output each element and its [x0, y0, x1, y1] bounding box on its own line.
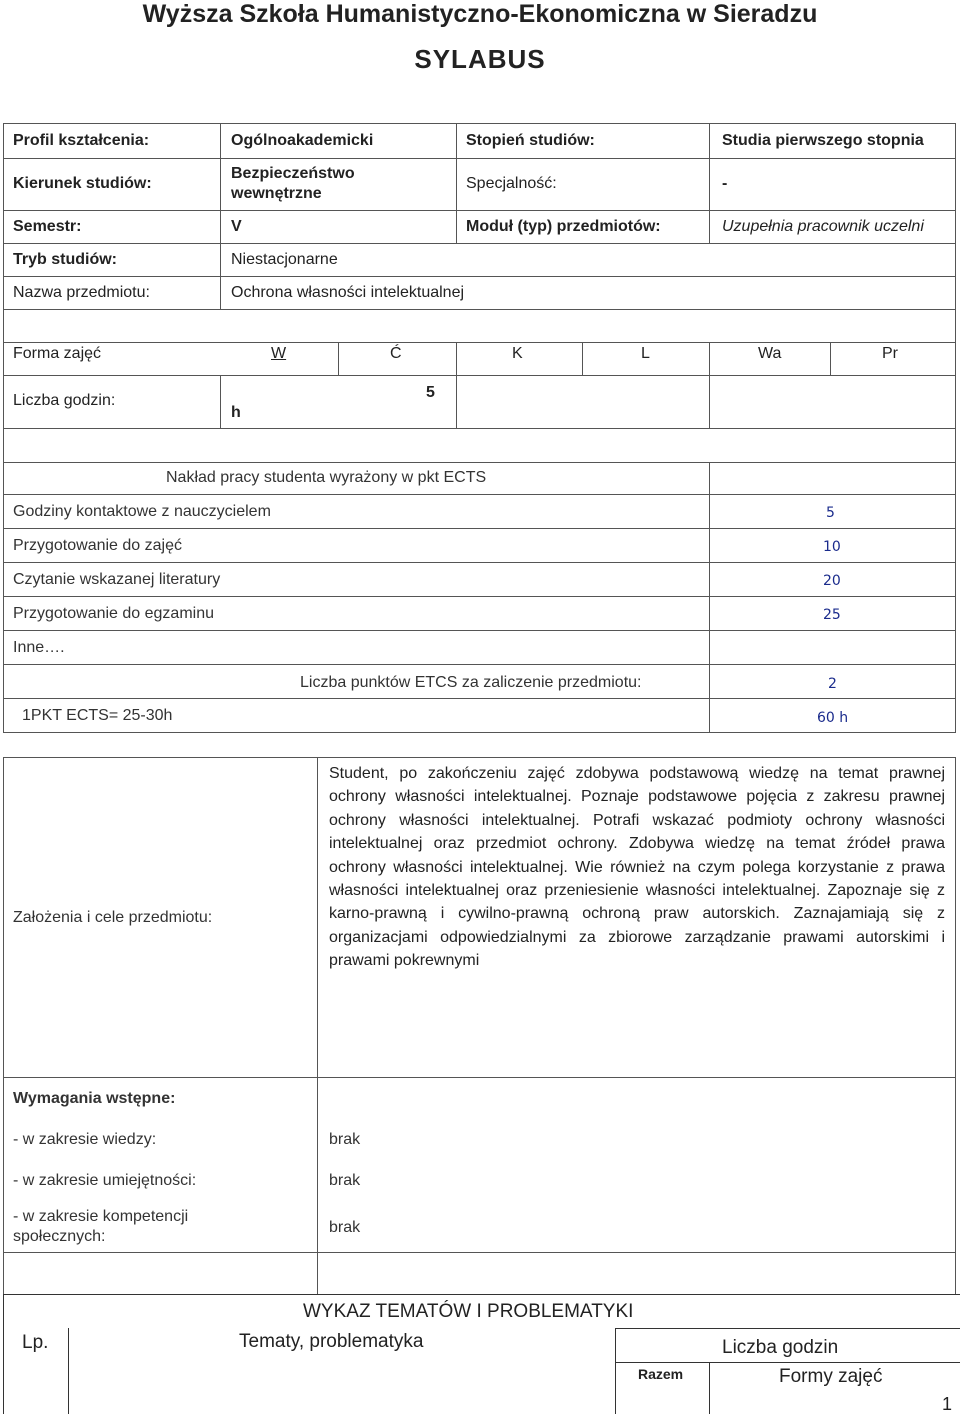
ects-row-label: Przygotowanie do egzaminu	[13, 605, 215, 622]
specjalnosc-label: Specjalność:	[466, 175, 557, 192]
hours-unit: h	[231, 404, 241, 421]
specjalnosc-value: -	[722, 175, 728, 192]
page-number: 1	[941, 1394, 952, 1414]
ects-row-label: Inne….	[13, 639, 65, 656]
ects-row-value: 20	[823, 573, 841, 589]
ects-row-label: Godziny kontaktowe z nauczycielem	[13, 503, 271, 520]
topics-liczba-godzin-header: Liczba godzin	[722, 1337, 839, 1358]
kierunek-value-line1: Bezpieczeństwo	[231, 165, 355, 182]
liczba-godzin-label: Liczba godzin:	[13, 392, 116, 409]
form-column-w: W	[271, 345, 287, 362]
ects-row-value: 5	[826, 505, 835, 521]
nazwa-label: Nazwa przedmiotu:	[13, 284, 150, 301]
pkt-ects-rule: 1PKT ECTS= 25-30h	[22, 707, 173, 724]
topics-header: WYKAZ TEMATÓW I PROBLEMATYKI	[303, 1301, 634, 1322]
topics-tematy-header: Tematy, problematyka	[239, 1331, 424, 1352]
req-wiedza-value: brak	[329, 1131, 361, 1148]
goals-description: Student, po zakończeniu zajęć zdobywa podstawową wiedzę na temat prawnej ochrony własności intelektualnej. Poznaje podstawowe pojęcia z zakresu prawnej ochrony własności intelektualnej. Potrafi wskazać podmioty ochrony własności intelektualnej oraz przedmiot ochrony. Zdobywa wiedzę na temat źródeł prawa ochrony własności intelektualnej. Wie również na czym polega korzystanie z prawa własności intelektualnej oraz przeniesienie własności intelektualnej. Zapoznaje się z karno-prawną i cywilno-prawną ochroną praw autorskich. Zaznajamiają się z organizacjami odpowiedzialnymi za zbiorowe zarządzanie prawami autorskimi i prawami pokrewnymi	[329, 765, 945, 970]
document-title: SYLABUS	[414, 44, 546, 74]
ects-header: Nakład pracy studenta wyrażony w pkt ECTS	[166, 469, 487, 486]
ects-row-value: 25	[823, 607, 841, 623]
req-kompetencje-label-line1: - w zakresie kompetencji	[13, 1208, 189, 1225]
school-name: Wyższa Szkoła Humanistyczno-Ekonomiczna w Sieradzu	[142, 0, 818, 28]
req-umiejetnosci-label: - w zakresie umiejętności:	[13, 1172, 197, 1189]
forma-zajec-label: Forma zajęć	[13, 345, 102, 362]
goals-label: Założenia i cele przedmiotu:	[13, 909, 213, 926]
tryb-value: Niestacjonarne	[231, 251, 338, 268]
kierunek-value-line2: wewnętrzne	[231, 185, 322, 202]
ects-total-hours: 60 h	[817, 710, 849, 726]
modul-label: Moduł (typ) przedmiotów:	[466, 218, 661, 235]
form-column-wa: Wa	[758, 345, 782, 362]
semestr-label: Semestr:	[13, 218, 82, 235]
req-kompetencje-value: brak	[329, 1219, 361, 1236]
hours-w-value: 5	[426, 384, 435, 401]
req-kompetencje-label-line2: społecznych:	[13, 1228, 106, 1245]
ects-points-label: Liczba punktów ETCS za zaliczenie przedmiotu:	[300, 674, 642, 691]
requirements-label: Wymagania wstępne:	[13, 1090, 176, 1107]
form-column-l: L	[641, 345, 650, 362]
ects-row-label: Czytanie wskazanej literatury	[13, 571, 221, 588]
kierunek-label: Kierunek studiów:	[13, 175, 152, 192]
form-column-pr: Pr	[882, 345, 898, 362]
profil-label: Profil kształcenia:	[13, 132, 150, 149]
topics-lp-header: Lp.	[22, 1332, 49, 1353]
tryb-label: Tryb studiów:	[13, 251, 117, 268]
topics-razem-header: Razem	[638, 1366, 684, 1382]
nazwa-value: Ochrona własności intelektualnej	[231, 284, 465, 301]
ects-points-value: 2	[828, 676, 837, 692]
modul-value: Uzupełnia pracownik uczelni	[722, 218, 924, 235]
semestr-value: V	[231, 218, 242, 235]
topics-formy-header: Formy zajęć	[779, 1366, 883, 1387]
ects-row-label: Przygotowanie do zajęć	[13, 537, 182, 554]
stopien-value: Studia pierwszego stopnia	[722, 132, 924, 149]
stopien-label: Stopień studiów:	[466, 132, 595, 149]
profil-value: Ogólnoakademicki	[231, 132, 374, 149]
req-umiejetnosci-value: brak	[329, 1172, 361, 1189]
ects-row-value: 10	[823, 539, 841, 555]
req-wiedza-label: - w zakresie wiedzy:	[13, 1131, 157, 1148]
form-column-k: K	[512, 345, 523, 362]
form-column-c: Ć	[390, 345, 402, 362]
